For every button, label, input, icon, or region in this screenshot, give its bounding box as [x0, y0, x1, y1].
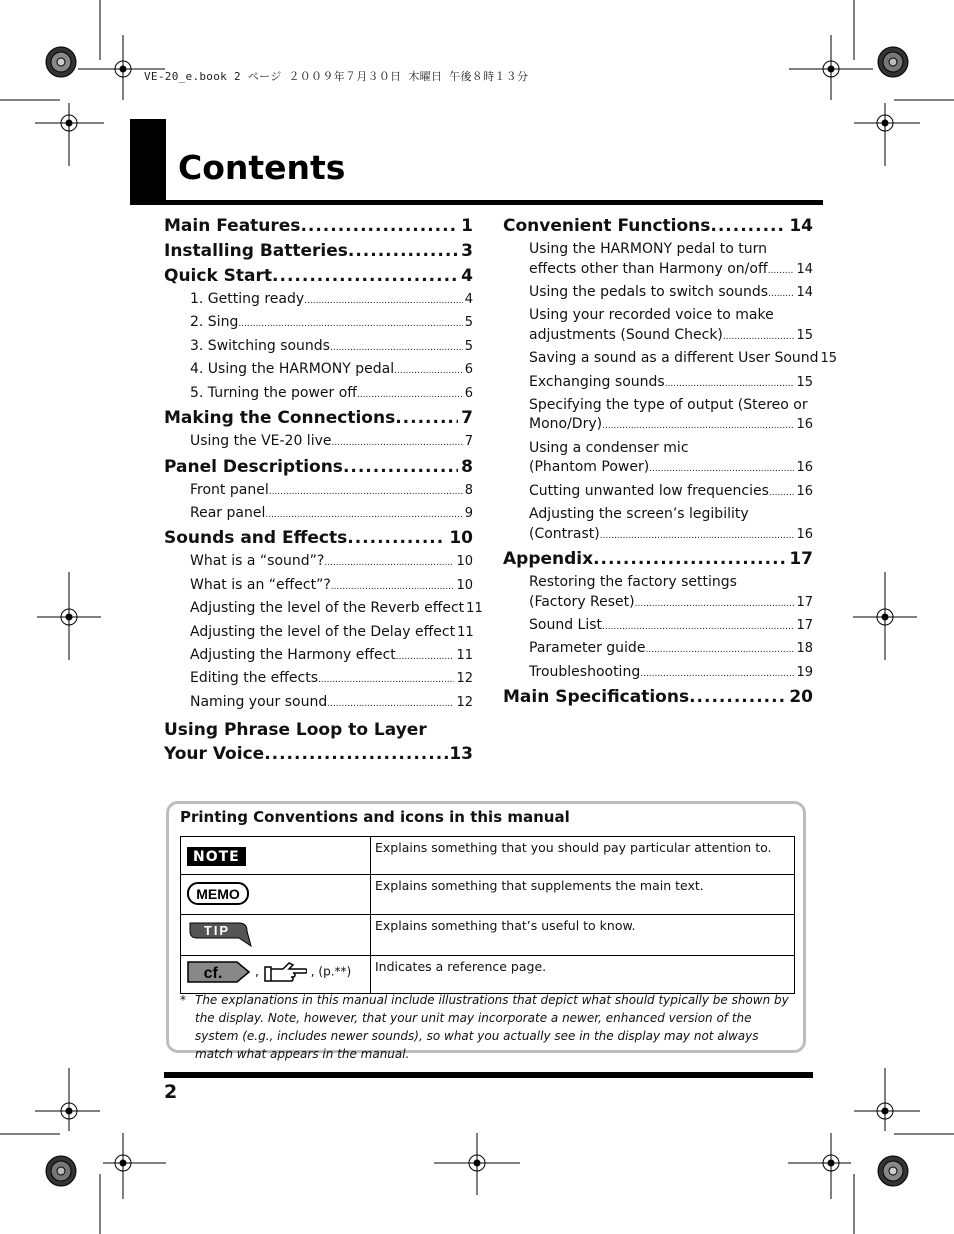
toc-leader: [396, 646, 455, 668]
toc-leader: [602, 616, 794, 638]
toc-page: 5: [464, 338, 473, 354]
toc-page: 16: [796, 460, 813, 476]
toc-entry: [503, 639, 813, 661]
toc-entry: [503, 663, 813, 685]
toc-leader: [710, 215, 786, 237]
toc-entry: [164, 360, 473, 382]
toc-page: 12: [456, 671, 473, 687]
toc-leader: [635, 593, 795, 615]
toc-page: 19: [796, 664, 813, 680]
conventions-table: [180, 836, 795, 994]
toc-leader: [265, 504, 462, 526]
title-rule: [130, 200, 823, 205]
toc-page: 7: [464, 434, 473, 450]
toc-leader: [394, 360, 463, 382]
toc-page: 10: [456, 554, 473, 570]
toc-leader: [768, 283, 794, 305]
toc-page: 16: [796, 526, 813, 542]
toc-label: What is an “effect”?: [190, 576, 331, 593]
table-row: [181, 956, 795, 994]
toc-leader: [238, 313, 462, 335]
toc-entry: [164, 313, 473, 335]
page-title: Contents: [178, 148, 346, 187]
toc-label: (Factory Reset): [529, 593, 635, 610]
toc-label: Front panel: [190, 481, 269, 498]
toc-page: 18: [796, 641, 813, 657]
toc-leader: [331, 576, 455, 598]
table-row: [181, 915, 795, 956]
toc-leader: [327, 693, 454, 715]
toc-label-line2: [529, 260, 813, 282]
toc-leader: [348, 240, 458, 262]
toc-page: 20: [789, 687, 813, 708]
toc-label: Rear panel: [190, 504, 266, 521]
toc-page: 7: [461, 408, 473, 429]
toc-label: Parameter guide: [529, 640, 646, 657]
toc-label: Using the HARMONY pedal to turn: [529, 241, 768, 257]
footnote-star: *: [180, 993, 186, 1007]
toc-label: Using the pedals to switch sounds: [529, 283, 769, 300]
bottom-rule: [164, 1072, 813, 1078]
toc-page: 1: [461, 216, 473, 236]
toc-page: 16: [796, 417, 813, 433]
toc-right-column: [503, 213, 838, 711]
toc-label: Saving a sound as a different User Sound: [529, 350, 819, 367]
toc-section: [164, 215, 473, 237]
toc-leader: [330, 337, 463, 359]
toc-entry: [164, 576, 473, 598]
toc-label: Using a condenser mic: [529, 439, 689, 456]
toc-label: Exchanging sounds: [529, 373, 665, 390]
toc-entry: [164, 623, 473, 645]
toc-entry: [164, 693, 473, 715]
toc-entry: [503, 616, 813, 638]
conventions-title: Printing Conventions and icons in this manual: [180, 808, 570, 826]
toc-label-line2: [529, 458, 813, 480]
toc-section: [164, 240, 473, 262]
toc-label: Adjusting the level of the Delay effect: [190, 623, 456, 640]
toc-label: Adjusting the level of the Reverb effect: [190, 600, 465, 617]
toc-entry: [503, 240, 813, 281]
title-bar: [130, 119, 166, 205]
toc-leader: [602, 415, 794, 437]
page-number: 2: [164, 1081, 178, 1103]
toc-label: Sound List: [529, 617, 603, 634]
toc-label: Quick Start: [164, 266, 273, 286]
toc-leader: [300, 215, 458, 237]
toc-page: 6: [464, 362, 473, 378]
toc-section: [164, 527, 473, 549]
toc-leader: [343, 456, 458, 478]
toc-label: Editing the effects: [190, 670, 318, 687]
toc-page: 12: [456, 694, 473, 710]
toc-page: 8: [464, 482, 473, 498]
svg-text:TIP: TIP: [203, 923, 231, 938]
footnote-text: The explanations in this manual include illustrations that depict what should typically be shown by the display. Note, however, that your unit may incorporate a newer, enhanced version of the system (e.g., includes newer sounds), so what you actually see in the display may not always match what appears in the manual.: [195, 993, 789, 1061]
toc-page: 15: [820, 351, 838, 367]
toc-page: 4: [464, 292, 473, 307]
toc-leader: [395, 407, 458, 429]
toc-entry: [164, 432, 473, 454]
toc-entry: [164, 481, 473, 503]
toc-label: 1. Getting ready: [190, 291, 305, 307]
toc-page: 17: [789, 549, 813, 570]
toc-entry: [503, 283, 813, 305]
svg-text:MEMO: MEMO: [196, 886, 240, 902]
toc-label: Installing Batteries: [164, 241, 348, 261]
toc-page: 17: [796, 618, 813, 634]
toc-label: Panel Descriptions: [164, 456, 343, 477]
toc-label-line2: [529, 326, 813, 348]
svg-text:cf.: cf.: [203, 965, 223, 982]
tip-cell: [181, 915, 371, 956]
toc-entry: [164, 290, 473, 312]
toc-page: 9: [464, 505, 473, 521]
toc-label: Adjusting the screen’s legibility: [529, 506, 749, 523]
memo-icon: [187, 881, 251, 907]
print-header: VE-20_e.book 2 ページ ２００９年７月３０日 木曜日 午後８時１３分: [144, 70, 529, 83]
toc-section: [503, 686, 813, 708]
toc-leader: [649, 458, 794, 480]
toc-leader: [324, 552, 454, 574]
toc-leader: [640, 663, 794, 685]
toc-leader: [665, 373, 795, 395]
cf-page-ref: , (p.**): [310, 964, 352, 979]
toc-label: Using the VE-20 live: [190, 433, 332, 450]
toc-leader: [318, 669, 454, 691]
toc-page: 14: [796, 261, 813, 277]
toc-label: Main Features: [164, 216, 301, 236]
toc-label: (Contrast): [529, 525, 600, 542]
footnote: [180, 991, 796, 1063]
toc-page: 14: [796, 284, 813, 300]
toc-label: Sounds and Effects: [164, 528, 348, 549]
toc-entry: [503, 349, 838, 371]
toc-page: 8: [461, 456, 473, 477]
toc-entry: [164, 669, 473, 691]
toc-page: 16: [796, 483, 813, 499]
note-icon: NOTE: [187, 847, 246, 866]
toc-page: 17: [796, 594, 813, 610]
toc-page: 11: [456, 648, 473, 664]
toc-label: 4. Using the HARMONY pedal: [190, 361, 395, 378]
toc-section: [164, 407, 473, 429]
toc-label-line2: [529, 593, 813, 615]
toc-entry: [503, 306, 813, 347]
toc-leader: [723, 326, 795, 348]
toc-label: adjustments (Sound Check): [529, 326, 723, 343]
toc-page: 13: [449, 744, 473, 765]
toc-page: 10: [449, 528, 473, 549]
toc-section: [164, 718, 473, 766]
toc-leader: [347, 527, 446, 549]
toc-entry: [164, 384, 473, 406]
toc-label-line2: [529, 525, 813, 547]
toc-entry: [164, 599, 483, 621]
toc-label: Making the Connections: [164, 408, 396, 429]
cf-icon: [187, 960, 251, 984]
toc-label: 5. Turning the power off: [190, 384, 357, 401]
toc-entry: [164, 552, 473, 574]
toc-section: [164, 456, 473, 478]
toc-page: 11: [457, 624, 474, 640]
toc-page: 14: [789, 216, 813, 236]
toc-label: Cutting unwanted low frequencies: [529, 482, 769, 499]
cf-desc: Indicates a reference page.: [371, 956, 795, 994]
toc-label: 3. Switching sounds: [190, 337, 330, 354]
toc-entry: [164, 646, 473, 668]
toc-leader: [304, 290, 463, 312]
table-row: [181, 837, 795, 875]
memo-cell: [181, 875, 371, 915]
toc-label: Restoring the factory settings: [529, 574, 737, 591]
note-desc: Explains something that you should pay particular attention to.: [371, 837, 795, 875]
toc-label: Main Specifications: [503, 687, 690, 708]
toc-entry: [503, 439, 813, 480]
toc-leader: [689, 686, 786, 708]
toc-label: Naming your sound: [190, 693, 328, 710]
toc-label: Appendix: [503, 549, 594, 570]
toc-leader: [768, 260, 795, 282]
toc-entry: [503, 573, 813, 614]
toc-label: 2. Sing: [190, 314, 239, 331]
toc-page: 15: [796, 327, 813, 343]
toc-label-line2: [164, 742, 473, 766]
cf-cell: cf. , , (p.**): [181, 956, 371, 994]
toc-entry: [503, 482, 813, 504]
toc-page: 10: [456, 577, 473, 593]
toc-leader: [264, 742, 449, 766]
toc-entry: [503, 373, 813, 395]
toc-entry: [164, 337, 473, 359]
toc-section: [503, 548, 813, 570]
note-cell: [181, 837, 371, 875]
toc-leader: [593, 548, 786, 570]
toc-label: (Phantom Power): [529, 459, 650, 476]
toc-label-line2: [529, 415, 813, 437]
pointing-hand-icon: [263, 961, 307, 983]
toc-left-column: [164, 213, 483, 766]
toc-entry: [503, 505, 813, 546]
toc-leader: [331, 432, 462, 454]
toc-page: 15: [796, 374, 813, 390]
toc-label: Your Voice: [164, 744, 265, 765]
toc-label: Using your recorded voice to make: [529, 307, 774, 324]
toc-leader: [769, 482, 795, 504]
toc-entry: [503, 396, 813, 437]
toc-entry: [164, 504, 473, 526]
tip-desc: Explains something that’s useful to know.: [371, 915, 795, 956]
toc-leader: [269, 481, 463, 503]
toc-label: Mono/Dry): [529, 416, 603, 433]
toc-leader: [357, 384, 463, 406]
toc-section: [503, 215, 813, 237]
toc-label: Convenient Functions: [503, 216, 711, 236]
toc-leader: [600, 525, 795, 547]
toc-page: 11: [466, 601, 483, 617]
toc-section: [164, 265, 473, 287]
tip-icon: [187, 920, 253, 948]
toc-label: Using Phrase Loop to Layer: [164, 720, 427, 741]
toc-label: Troubleshooting: [529, 663, 641, 680]
toc-page: 6: [464, 385, 473, 401]
toc-page: 4: [461, 266, 473, 286]
table-row: [181, 875, 795, 915]
toc-label: What is a “sound”?: [190, 553, 325, 570]
toc-page: 3: [461, 241, 473, 261]
toc-page: 5: [464, 315, 473, 331]
toc-leader: [272, 265, 458, 287]
memo-desc: Explains something that supplements the main text.: [371, 875, 795, 915]
toc-label: effects other than Harmony on/off: [529, 260, 768, 277]
toc-leader: [645, 639, 794, 661]
toc-label: Adjusting the Harmony effect: [190, 647, 396, 664]
toc-label: Specifying the type of output (Stereo or: [529, 396, 808, 413]
